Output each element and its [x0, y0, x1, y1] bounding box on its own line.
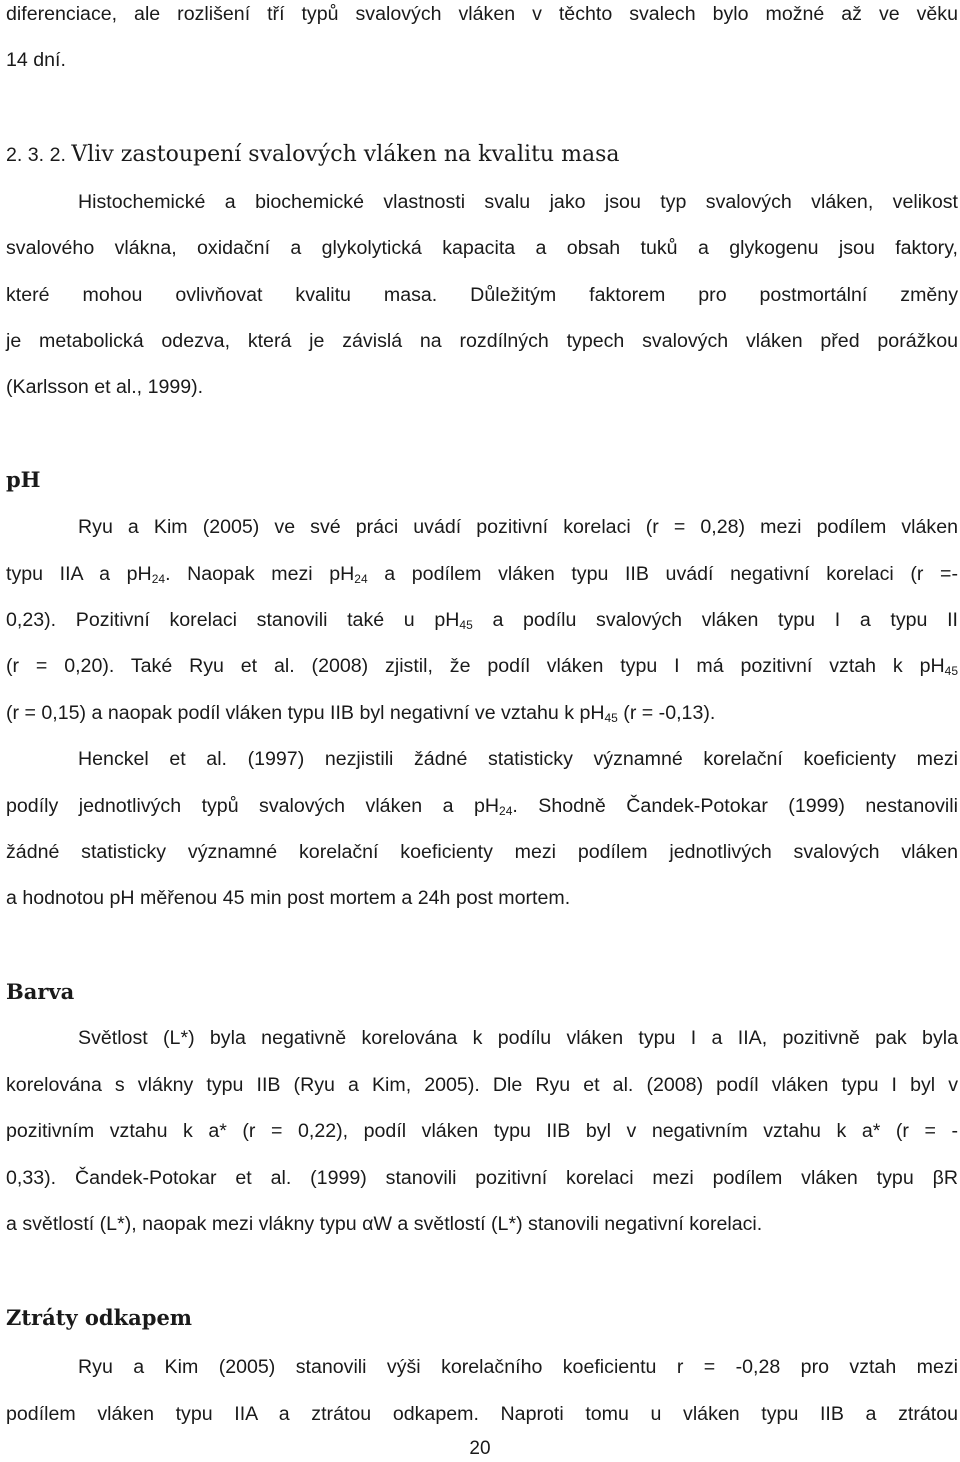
ph-line-2-part-c: a podílem vláken typu IIB uvádí negativní korelaci (r =- [367, 563, 958, 585]
page-number: 20 [469, 1438, 491, 1459]
barva-line-4: 0,33). Čandek-Potokar et al. (1999) stanovili pozitivní korelaci mezi podílem vláken typu βR [6, 1167, 958, 1189]
section-number: 2. 3. 2. [6, 144, 66, 166]
section-paragraph-line-5: (Karlsson et al., 1999). [6, 376, 204, 398]
ph-line-7-part-a: podíly jednotlivých typů svalových vláken a pH [6, 795, 500, 817]
ph-line-8: žádné statisticky významné korelační koeficienty mezi podílem jednotlivých svalových vláken [6, 841, 958, 863]
ztraty-line-2: podílem vláken typu IIA a ztrátou odkapem. Naproti tomu u vláken typu IIB a ztrátou [6, 1403, 958, 1425]
section-heading [6, 142, 619, 168]
ph-line-3-part-b: a podílu svalových vláken typu I a typu II [472, 609, 958, 631]
ph-line-3-sub: 45 [459, 618, 473, 632]
ph-line-5 [6, 701, 715, 725]
ph-line-3-part-a: 0,23). Pozitivní korelaci stanovili také u pH [6, 609, 460, 631]
ph-line-4 [6, 654, 958, 678]
barva-line-2: korelována s vlákny typu IIB (Ryu a Kim, 2005). Dle Ryu et al. (2008) podíl vláken typu I byl v [6, 1074, 958, 1096]
ph-line-6: Henckel et al. (1997) nezjistili žádné statisticky významné korelační koeficienty mezi [78, 748, 958, 770]
barva-line-1: Světlost (L*) byla negativně korelována k podílu vláken typu I a IIA, pozitivně pak byla [78, 1027, 958, 1049]
section-paragraph-line-4: je metabolická odezva, která je závislá na rozdílných typech svalových vláken před porážkou [6, 330, 958, 352]
section-paragraph-line-3: které mohou ovlivňovat kvalitu masa. Důležitým faktorem pro postmortální změny [6, 284, 958, 306]
ph-line-4-sub: 45 [944, 664, 958, 678]
intro-line-2: 14 dní. [6, 49, 66, 71]
section-paragraph-line-2: svalového vlákna, oxidační a glykolytická kapacita a obsah tuků a glykogenu jsou faktory, [6, 237, 958, 259]
ph-line-7-part-b: . Shodně Čandek-Potokar (1999) nestanovili [512, 795, 958, 817]
ph-line-1: Ryu a Kim (2005) ve své práci uvádí pozitivní korelaci (r = 0,28) mezi podílem vláken [78, 516, 958, 538]
ph-line-7 [6, 794, 958, 818]
ph-line-5-sub: 45 [604, 711, 618, 725]
ph-line-5-part-a: (r = 0,15) a naopak podíl vláken typu IIB byl negativní ve vztahu k pH [6, 702, 605, 724]
barva-line-3: pozitivním vztahu k a* (r = 0,22), podíl vláken typu IIB byl v negativním vztahu k a* (r = - [6, 1120, 958, 1142]
ph-line-7-sub: 24 [499, 804, 513, 818]
section-title: Vliv zastoupení svalových vláken na kvalitu masa [71, 142, 620, 167]
ph-line-2-sub: 24 [151, 572, 166, 586]
intro-line-1: diferenciace, ale rozlišení tří typů svalových vláken v těchto svalech bylo možné až ve věku [6, 3, 958, 25]
ph-line-3 [6, 608, 958, 632]
ph-line-2-part-a: typu IIA a pH [6, 563, 152, 585]
ph-heading: pH [6, 467, 41, 492]
barva-line-5: a světlostí (L*), naopak mezi vlákny typu αW a světlostí (L*) stanovili negativní korelaci. [6, 1213, 763, 1235]
section-paragraph-line-1: Histochemické a biochemické vlastnosti svalu jako jsou typ svalových vláken, velikost [78, 191, 958, 213]
ph-line-2 [6, 562, 958, 586]
ztraty-heading: Ztráty odkapem [6, 1305, 193, 1330]
barva-heading: Barva [6, 979, 75, 1004]
ztraty-line-1: Ryu a Kim (2005) stanovili výši korelačního koeficientu r = -0,28 pro vztah mezi [78, 1356, 958, 1378]
ph-line-2-sub-2: 24 [354, 572, 368, 586]
ph-line-9: a hodnotou pH měřenou 45 min post mortem a 24h post mortem. [6, 887, 571, 909]
ph-line-2-part-b: . Naopak mezi pH [165, 563, 355, 585]
ph-line-4-part-a: (r = 0,20). Také Ryu et al. (2008) zjistil, že podíl vláken typu I má pozitivní vztah k pH [6, 655, 945, 677]
ph-line-5-part-b: (r = -0,13). [617, 702, 716, 724]
